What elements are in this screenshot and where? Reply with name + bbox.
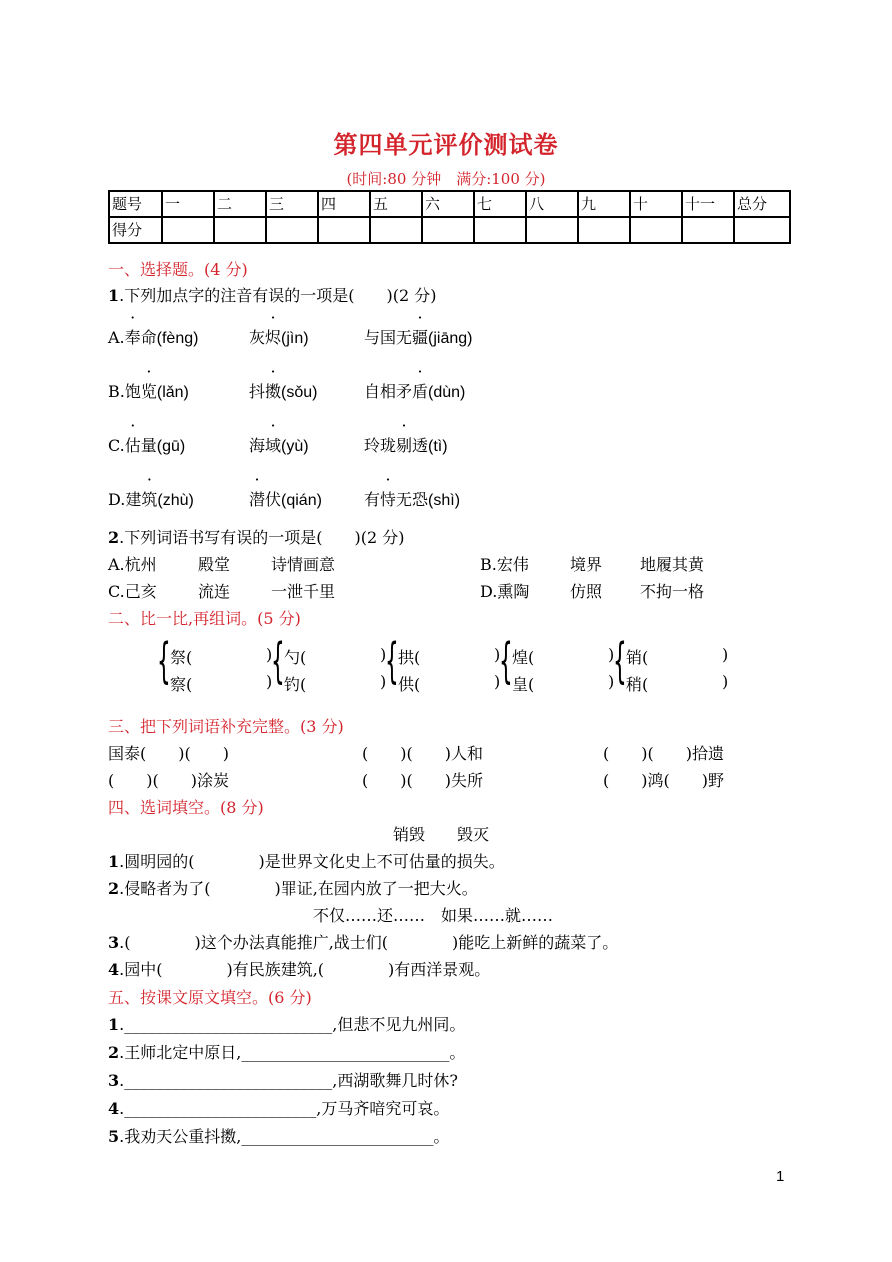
poem-fill-item <box>108 1096 449 1119</box>
option-prefix: B.饱 <box>108 382 141 401</box>
close-paren: ) <box>722 672 729 691</box>
score-table-score-row <box>109 217 790 243</box>
question-text: .我劝天公重抖擞,________________________。 <box>119 1127 450 1146</box>
score-table-header-cell: 十一 <box>682 191 734 217</box>
option-word <box>108 379 189 402</box>
option-suffix: 量(gū) <box>140 438 186 455</box>
dotted-char: 盾 <box>412 382 429 401</box>
brace-icon: { <box>157 633 171 689</box>
question-text: .下列加点字的注音有误的一项是( )(2 分) <box>119 286 437 305</box>
option-prefix: 灰 <box>249 328 266 347</box>
option-word <box>249 487 322 510</box>
question-number: 5 <box>108 1127 120 1146</box>
section1-heading: 一、选择题。(4 分) <box>108 260 248 279</box>
score-cell <box>734 217 790 243</box>
option-suffix: (jiāng) <box>428 330 473 347</box>
score-table-header-cell: 总分 <box>734 191 790 217</box>
dotted-char: 域 <box>265 436 282 455</box>
question-number: 1 <box>108 1015 120 1034</box>
option-suffix: 无恐(shì) <box>396 492 461 509</box>
idiom-5: ( )( )失所 <box>362 771 483 790</box>
question-4-4 <box>108 957 490 980</box>
section3-heading: 三、把下列词语补充完整。(3 分) <box>108 717 344 736</box>
option-c-word: 一泄千里 <box>271 582 336 601</box>
option-prefix: 玲珑 <box>364 436 397 455</box>
option-a-word: 殿堂 <box>198 555 231 574</box>
dotted-char: 擞 <box>265 382 282 401</box>
score-cell <box>370 217 422 243</box>
score-table-header-cell: 六 <box>422 191 474 217</box>
question-number: 4 <box>108 960 120 979</box>
option-b-word: B.宏伟 <box>480 555 529 574</box>
idiom-4: ( )( )涂炭 <box>108 771 229 790</box>
section5-heading: 五、按课文原文填空。(6 分) <box>108 988 312 1007</box>
option-word <box>108 487 194 510</box>
option-suffix: 命(fèng) <box>140 330 199 347</box>
option-suffix: (zhù) <box>157 492 194 509</box>
dotted-char: 览 <box>140 382 157 401</box>
question-number: 1 <box>108 852 120 871</box>
dotted-char: 奉 <box>124 328 141 347</box>
brace-icon: { <box>271 633 285 689</box>
option-prefix: A. <box>108 328 125 347</box>
brace-icon: { <box>613 633 627 689</box>
pair-char: 煌( <box>512 648 535 667</box>
question-4-1 <box>108 849 505 872</box>
score-cell <box>162 217 214 243</box>
page-subtitle: (时间:80 分钟 满分:100 分) <box>346 170 546 188</box>
option-word <box>364 433 448 456</box>
close-paren: ) <box>608 672 615 691</box>
score-table-header-cell: 题号 <box>109 191 162 217</box>
score-table-header-row <box>109 191 790 217</box>
question-text: .________________________,万马齐喑究可哀。 <box>119 1099 450 1118</box>
close-paren: ) <box>608 645 615 664</box>
idiom-1: 国泰( )( ) <box>108 744 229 763</box>
option-b-word: 地履其黄 <box>640 555 705 574</box>
pair-char: 稍( <box>626 675 649 694</box>
question-number: 2 <box>108 879 120 898</box>
score-table-header-cell: 八 <box>526 191 578 217</box>
dotted-char: 恃 <box>380 490 397 509</box>
dotted-char: 估 <box>124 436 141 455</box>
option-prefix: 自相矛 <box>364 382 413 401</box>
section2-heading: 二、比一比,再组词。(5 分) <box>108 609 301 628</box>
poem-fill-item <box>108 1068 458 1091</box>
question-4-2 <box>108 876 478 899</box>
idiom-2: ( )( )人和 <box>362 744 483 763</box>
pair-char: 供( <box>398 675 421 694</box>
dotted-char: 疆 <box>412 328 429 347</box>
question-number: 4 <box>108 1099 120 1118</box>
question-1-2 <box>108 525 404 548</box>
score-table-row-label: 得分 <box>109 217 162 243</box>
close-paren: ) <box>494 672 501 691</box>
option-word <box>108 325 198 348</box>
dotted-char: 烬 <box>265 328 282 347</box>
dotted-char: 剔 <box>396 436 413 455</box>
dotted-char: 潜 <box>249 490 266 509</box>
option-prefix: C. <box>108 436 125 455</box>
pair-char: 销( <box>626 648 649 667</box>
pair-char: 察( <box>170 675 193 694</box>
question-text: .__________________________,但悲不见九州同。 <box>119 1015 466 1034</box>
score-table-header-cell: 九 <box>578 191 630 217</box>
question-text: .圆明园的( )是世界文化史上不可估量的损失。 <box>119 852 505 871</box>
option-d-word: D.熏陶 <box>480 582 530 601</box>
score-cell <box>214 217 266 243</box>
pair-char: 祭( <box>170 648 193 667</box>
score-table-header-cell: 七 <box>474 191 526 217</box>
score-cell <box>578 217 630 243</box>
question-number: 2 <box>108 1043 120 1062</box>
option-d-word: 不拘一格 <box>640 582 705 601</box>
score-table-header-cell: 二 <box>214 191 266 217</box>
question-text: .王师北定中原日,__________________________。 <box>119 1043 466 1062</box>
question-text: .( )这个办法真能推广,战士们( )能吃上新鲜的蔬菜了。 <box>119 933 619 952</box>
score-cell <box>474 217 526 243</box>
option-suffix: (sǒu) <box>281 384 318 401</box>
dotted-char: 筑 <box>141 490 158 509</box>
close-paren: ) <box>380 672 387 691</box>
option-prefix: D.建 <box>108 490 142 509</box>
question-number: 3 <box>108 1071 120 1090</box>
score-cell <box>526 217 578 243</box>
poem-fill-item <box>108 1124 449 1147</box>
option-suffix: (yù) <box>281 438 309 455</box>
option-prefix: 与国无 <box>364 328 413 347</box>
poem-fill-item <box>108 1040 465 1063</box>
score-table-header-cell: 五 <box>370 191 422 217</box>
close-paren: ) <box>494 645 501 664</box>
pair-char: 皇( <box>512 675 535 694</box>
close-paren: ) <box>722 645 729 664</box>
pair-char: 钓( <box>284 675 307 694</box>
option-suffix: 伏(qián) <box>265 492 322 509</box>
question-number: 1 <box>108 286 120 305</box>
option-suffix: (dùn) <box>428 384 466 401</box>
question-4-3 <box>108 930 618 953</box>
question-1-1 <box>108 283 436 306</box>
option-prefix: 有 <box>364 490 381 509</box>
option-prefix: 抖 <box>249 382 266 401</box>
score-table-header-cell: 一 <box>162 191 214 217</box>
idiom-3: ( )( )拾遗 <box>603 744 724 763</box>
question-text: .下列词语书写有误的一项是( )(2 分) <box>119 528 405 547</box>
page-title: 第四单元评价测试卷 <box>333 130 559 159</box>
brace-icon: { <box>385 633 399 689</box>
option-a-word: 诗情画意 <box>271 555 336 574</box>
score-table-header-cell: 十 <box>630 191 682 217</box>
question-number: 3 <box>108 933 120 952</box>
option-prefix: 海 <box>249 436 266 455</box>
option-word <box>364 325 473 348</box>
poem-fill-item <box>108 1012 465 1035</box>
option-word <box>108 433 185 456</box>
question-text: .园中( )有民族建筑,( )有西洋景观。 <box>119 960 491 979</box>
section4-heading: 四、选词填空。(8 分) <box>108 798 264 817</box>
question-number: 2 <box>108 528 120 547</box>
option-c-word: C.己亥 <box>108 582 157 601</box>
score-cell <box>318 217 370 243</box>
option-word <box>364 379 465 402</box>
option-word <box>249 379 317 402</box>
score-cell <box>682 217 734 243</box>
question-text: .__________________________,西湖歌舞几时休? <box>119 1071 458 1090</box>
option-suffix: (lǎn) <box>156 384 189 401</box>
close-paren: ) <box>266 672 273 691</box>
word-choices-1: 销毁 毁灭 <box>393 825 490 844</box>
idiom-6: ( )鸿( )野 <box>603 771 724 790</box>
score-table-header-cell: 四 <box>318 191 370 217</box>
pair-char: 拱( <box>398 648 421 667</box>
pair-char: 勺( <box>284 648 307 667</box>
score-table <box>108 190 791 244</box>
score-cell <box>630 217 682 243</box>
score-cell <box>422 217 474 243</box>
question-text: .侵略者为了( )罪证,在园内放了一把大火。 <box>119 879 478 898</box>
brace-icon: { <box>499 633 513 689</box>
option-d-word: 仿照 <box>570 582 603 601</box>
option-c-word: 流连 <box>198 582 231 601</box>
option-suffix: (jìn) <box>281 330 309 347</box>
option-word <box>249 325 309 348</box>
option-b-word: 境界 <box>570 555 603 574</box>
option-a-word: A.杭州 <box>108 555 157 574</box>
word-choices-2: 不仅……还…… 如果……就…… <box>313 906 554 925</box>
close-paren: ) <box>266 645 273 664</box>
option-word <box>249 433 309 456</box>
page-number: 1 <box>776 1168 785 1185</box>
close-paren: ) <box>380 645 387 664</box>
option-suffix: 透(tì) <box>412 438 448 455</box>
option-word <box>364 487 460 510</box>
score-table-header-cell: 三 <box>266 191 318 217</box>
score-cell <box>266 217 318 243</box>
